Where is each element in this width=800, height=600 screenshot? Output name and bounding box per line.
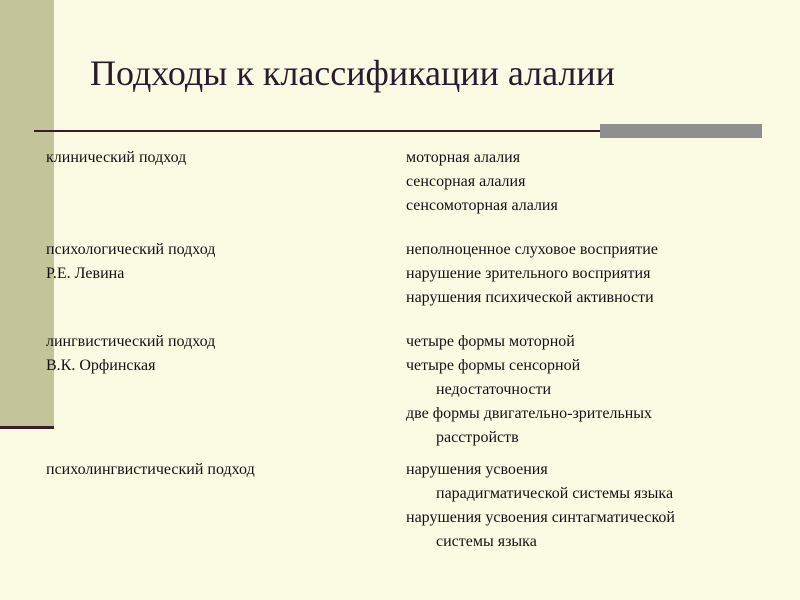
- alalia-form-line: недостаточности: [436, 381, 551, 398]
- approach-name-line: психологический подход: [46, 241, 216, 258]
- alalia-form-line: нарушения усвоения синтагматической: [406, 509, 675, 526]
- alalia-form-line: сенсомоторная алалия: [406, 197, 558, 214]
- approach-name-cell: [46, 238, 215, 286]
- approach-name-line: В.К. Орфинская: [46, 357, 156, 374]
- alalia-form-line: нарушения усвоения: [406, 461, 548, 478]
- alalia-forms-cell: [406, 146, 558, 218]
- slide-title: Подходы к классификации алалии: [90, 53, 615, 93]
- approach-name-line: Р.Е. Левина: [46, 265, 125, 282]
- alalia-form-line: сенсорная алалия: [406, 173, 526, 190]
- alalia-form-line: расстройств: [436, 429, 519, 446]
- alalia-form-line: две формы двигательно-зрительных: [406, 405, 653, 422]
- approach-name-cell: [46, 330, 215, 378]
- approach-name-cell: [46, 458, 255, 482]
- approach-name-line: психолингвистический подход: [46, 461, 255, 478]
- alalia-form-line: неполноценное слуховое восприятие: [406, 241, 658, 258]
- approach-name-line: лингвистический подход: [46, 333, 216, 350]
- alalia-form-line: нарушения психической активности: [406, 289, 654, 306]
- approach-name-line: клинический подход: [46, 149, 187, 166]
- approach-name-cell: [46, 146, 186, 170]
- alalia-forms-cell: [406, 238, 658, 310]
- alalia-form-line: парадигматической системы языка: [436, 485, 674, 502]
- alalia-form-line: нарушение зрительного восприятия: [406, 265, 651, 282]
- alalia-form-line: моторная алалия: [406, 149, 521, 166]
- alalia-forms-cell: [406, 330, 652, 450]
- alalia-form-line: четыре формы моторной: [406, 333, 575, 350]
- alalia-form-line: системы языка: [436, 533, 537, 550]
- alalia-form-line: четыре формы сенсорной: [406, 357, 581, 374]
- alalia-forms-cell: [406, 458, 675, 554]
